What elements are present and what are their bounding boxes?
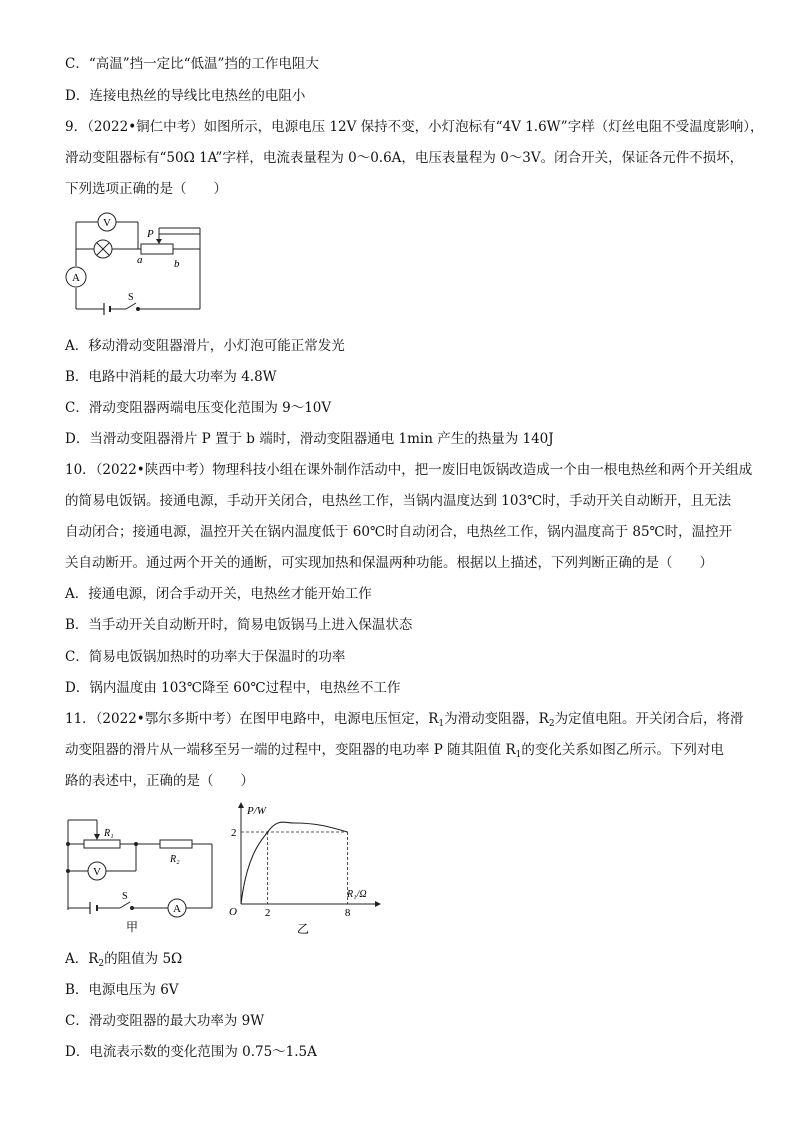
q10-stem-line-1: 10．（2022•陕西中考）物理科技小组在课外制作活动中，把一废旧电饭锅改造成一个由一根电热丝和两个开关组成 xyxy=(65,462,753,478)
q11-option-c: C．滑动变阻器的最大功率为 9W xyxy=(65,1013,265,1029)
slider-arrow-icon xyxy=(156,239,162,244)
q9-label-b: b xyxy=(174,258,180,270)
origin-label: O xyxy=(229,906,237,918)
q10-option-b: B．当手动开关自动断开时，简易电饭锅马上进入保温状态 xyxy=(65,617,413,633)
q10-stem-line-4: 关自动断开。通过两个开关的通断，可实现加热和保温两种功能。根据以上描述，下列判断正确的是（ ） xyxy=(65,555,713,571)
q11-r2-label: R₂ xyxy=(170,854,180,865)
q9-label-a: a xyxy=(137,254,143,266)
option-d-prev: D．连接电热丝的导线比电热丝的电阻小 xyxy=(65,88,306,104)
q11-sub-2: 2 xyxy=(548,719,555,729)
y-axis-label: P/W xyxy=(247,805,266,817)
q11-stem-1a: 11．（2022•鄂尔多斯中考）在图甲电路中，电源电压恒定，R xyxy=(65,711,439,727)
q11-option-a-post: 的阻值为 5Ω xyxy=(104,951,183,967)
q11-option-a xyxy=(65,950,182,973)
y-tick-2: 2 xyxy=(231,827,237,839)
q9-option-c: C．滑动变阻器两端电压变化范围为 9～10V xyxy=(65,400,332,416)
option-c-prev: C．“高温”挡一定比“低温”挡的工作电阻大 xyxy=(65,56,319,72)
q11-stem-1b: 为滑动变阻器，R xyxy=(444,711,549,727)
q11-stem-line-1 xyxy=(65,710,744,733)
q9-label-p: P xyxy=(147,228,154,240)
power-curve xyxy=(241,822,348,904)
q11-power-chart xyxy=(225,800,385,938)
q11-option-a-pre: A．R xyxy=(65,951,99,967)
q11-option-a-sub: 2 xyxy=(98,959,105,969)
q11-stem-2b: 的变化关系如图乙所示。下列对电 xyxy=(521,742,724,758)
q11-fig-a-caption: 甲 xyxy=(125,920,139,934)
q11-r1-label: R₁ xyxy=(104,828,114,839)
q11-circuit-figure xyxy=(60,808,220,938)
q11-stem-1c: 为定值电阻。开关闭合后，将滑 xyxy=(554,711,744,727)
q9-stem-line-3: 下列选项正确的是（ ） xyxy=(65,181,227,197)
q11-option-b: B．电源电压为 6V xyxy=(65,982,179,998)
q11-sub-1b: 1 xyxy=(515,750,522,760)
q11-sub-1: 1 xyxy=(438,719,445,729)
q9-option-b: B．电路中消耗的最大功率为 4.8W xyxy=(65,369,277,385)
r1-slider-arrow-icon xyxy=(94,834,100,840)
x-tick-2: 2 xyxy=(264,907,271,919)
q9-ammeter-label: A xyxy=(72,272,80,284)
q9-option-d: D．当滑动变阻器滑片 P 置于 b 端时，滑动变阻器通电 1min 产生的热量为 140J xyxy=(65,431,554,447)
q11-option-d: D．电流表示数的变化范围为 0.75～1.5A xyxy=(65,1044,317,1060)
q10-option-a: A．接通电源，闭合手动开关，电热丝才能开始工作 xyxy=(65,586,372,602)
q11-label-s: S xyxy=(122,891,128,902)
q11-voltmeter-label: V xyxy=(93,866,101,878)
q11-stem-line-3: 路的表述中，正确的是（ ） xyxy=(65,773,254,789)
q9-stem-line-2: 滑动变阻器标有“50Ω 1A”字样，电流表量程为 0～0.6A，电压表量程为 0～3V。闭合开关，保证各元件不损坏， xyxy=(65,150,744,166)
q9-circuit-figure xyxy=(60,208,210,316)
q10-stem-line-2: 的简易电饭锅。接通电源，手动开关闭合，电热丝工作，当锅内温度达到 103℃时，手动开关自动断开，且无法 xyxy=(65,493,732,509)
q9-label-s: S xyxy=(128,292,134,303)
y-axis-arrow-icon xyxy=(238,802,244,808)
q11-fig-b-caption: 乙 xyxy=(296,922,310,936)
q10-stem-line-3: 自动闭合；接通电源，温控开关在锅内温度低于 60℃时自动闭合，电热丝工作，锅内温度高于 85℃时，温控开 xyxy=(65,524,733,540)
x-axis-label: R₁/Ω xyxy=(347,889,367,900)
q10-option-c: C．简易电饭锅加热时的功率大于保温时的功率 xyxy=(65,649,346,665)
q11-stem-line-2 xyxy=(65,741,724,764)
q10-option-d: D．锅内温度由 103℃降至 60℃过程中，电热丝不工作 xyxy=(65,680,401,696)
x-axis-arrow-icon xyxy=(375,901,381,907)
q9-stem-line-1: 9．（2022•铜仁中考）如图所示，电源电压 12V 保持不变，小灯泡标有“4V 1.6W”字样（灯丝电阻不受温度影响）， xyxy=(65,119,764,135)
x-tick-8: 8 xyxy=(344,907,351,919)
q9-option-a: A．移动滑动变阻器滑片，小灯泡可能正常发光 xyxy=(65,338,345,354)
q11-stem-2a: 动变阻器的滑片从一端移至另一端的过程中，变阻器的电功率 P 随其阻值 R xyxy=(65,742,516,758)
q11-ammeter-label: A xyxy=(173,903,181,915)
q9-voltmeter-label: V xyxy=(103,217,111,229)
